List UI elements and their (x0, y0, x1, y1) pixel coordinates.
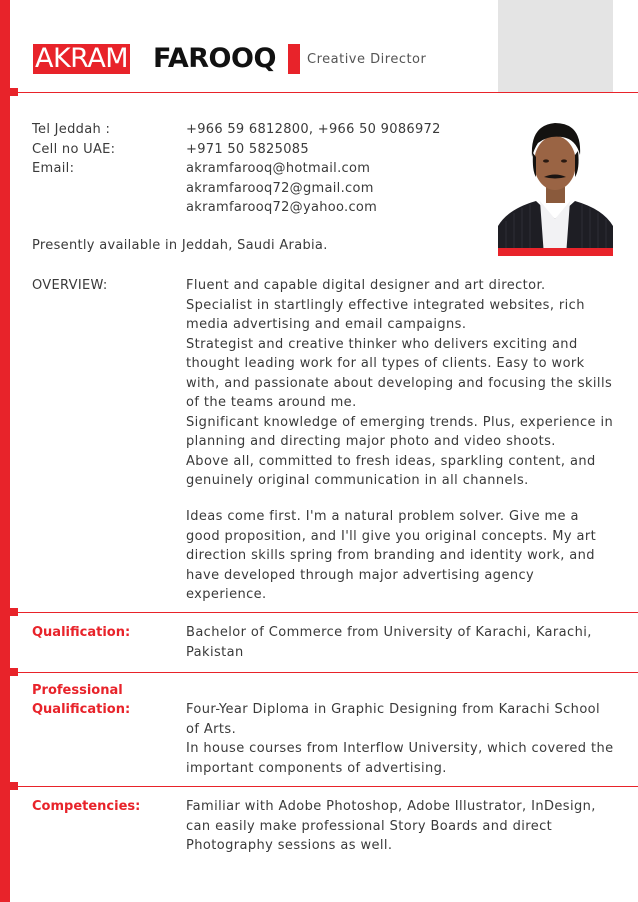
text-line: Familiar with Adobe Photoshop, Adobe Illustrator, InDesign, (186, 799, 596, 814)
text-line: can easily make professional Story Boards and direct (186, 818, 553, 834)
text-line: Fluent and capable digital designer and art director. (186, 278, 546, 293)
cell-label: Cell no UAE: (32, 142, 116, 157)
name-last: FAROOQ (153, 43, 276, 74)
email-link[interactable]: akramfarooq@hotmail.com (186, 161, 371, 176)
text-line: Pakistan (186, 644, 244, 660)
text-line: thought leading work for all types of clients. Easy to work (186, 356, 585, 371)
qualification-text (186, 623, 626, 662)
availability: Presently available in Jeddah, Saudi Arabia. (32, 238, 328, 253)
text-line: good proposition, and I'll give you original concepts. My art (186, 528, 597, 544)
name-first: AKRAM (35, 43, 129, 74)
text-line: Ideas come first. I'm a natural problem solver. Give me a (186, 509, 579, 524)
section-divider (10, 612, 638, 613)
profile-photo (498, 101, 613, 256)
text-line: of Arts. (186, 721, 237, 737)
text-line: Photography sessions as well. (186, 838, 393, 853)
text-line: genuinely original communication in all channels. (186, 473, 529, 488)
professional-label: Professional (32, 683, 123, 698)
header-gray-panel (498, 0, 613, 92)
text-line: important components of advertising. (186, 760, 447, 776)
text-line: Specialist in startlingly effective integrated websites, rich (186, 297, 585, 313)
text-line: Bachelor of Commerce from University of Karachi, Karachi, (186, 625, 592, 640)
email-label: Email: (32, 161, 75, 176)
tel-value: +966 59 6812800, +966 50 9086972 (186, 122, 441, 137)
text-line: have developed through major advertising agency (186, 567, 535, 583)
competencies-label: Competencies: (32, 799, 141, 814)
competencies-text (186, 797, 626, 856)
section-marker (10, 88, 18, 96)
text-line: Above all, committed to fresh ideas, sparkling content, and (186, 453, 596, 469)
text-line: with, and passionate about developing and focusing the skills (186, 375, 613, 391)
text-line: planning and directing major photo and video shoots. (186, 434, 556, 449)
professional-label-2: Qualification: (32, 702, 131, 717)
professional-text (186, 700, 626, 778)
text-line: Significant knowledge of emerging trends. Plus, experience in (186, 414, 614, 430)
overview-text (186, 276, 626, 491)
logo-block (288, 44, 300, 74)
section-divider (10, 786, 638, 787)
text-line: of the teams around me. (186, 395, 357, 410)
photo-accent-bar (498, 248, 613, 256)
text-line: media advertising and email campaigns. (186, 317, 467, 332)
overview-text-2 (186, 507, 626, 605)
email-link[interactable]: akramfarooq72@gmail.com (186, 181, 374, 196)
text-line: Four-Year Diploma in Graphic Designing from Karachi School (186, 702, 601, 717)
text-line: experience. (186, 587, 267, 602)
qualification-label: Qualification: (32, 625, 131, 640)
email-link[interactable]: akramfarooq72@yahoo.com (186, 200, 378, 215)
cell-value: +971 50 5825085 (186, 142, 309, 157)
text-line: Strategist and creative thinker who delivers exciting and (186, 336, 578, 352)
text-line: direction skills spring from branding and identity work, and (186, 548, 595, 563)
overview-label: OVERVIEW: (32, 278, 108, 293)
job-title: Creative Director (307, 52, 427, 67)
header-divider (10, 92, 638, 93)
tel-label: Tel Jeddah : (32, 122, 111, 137)
section-divider (10, 672, 638, 673)
text-line: In house courses from Interflow University, which covered the (186, 741, 614, 756)
left-accent-bar (0, 0, 10, 902)
